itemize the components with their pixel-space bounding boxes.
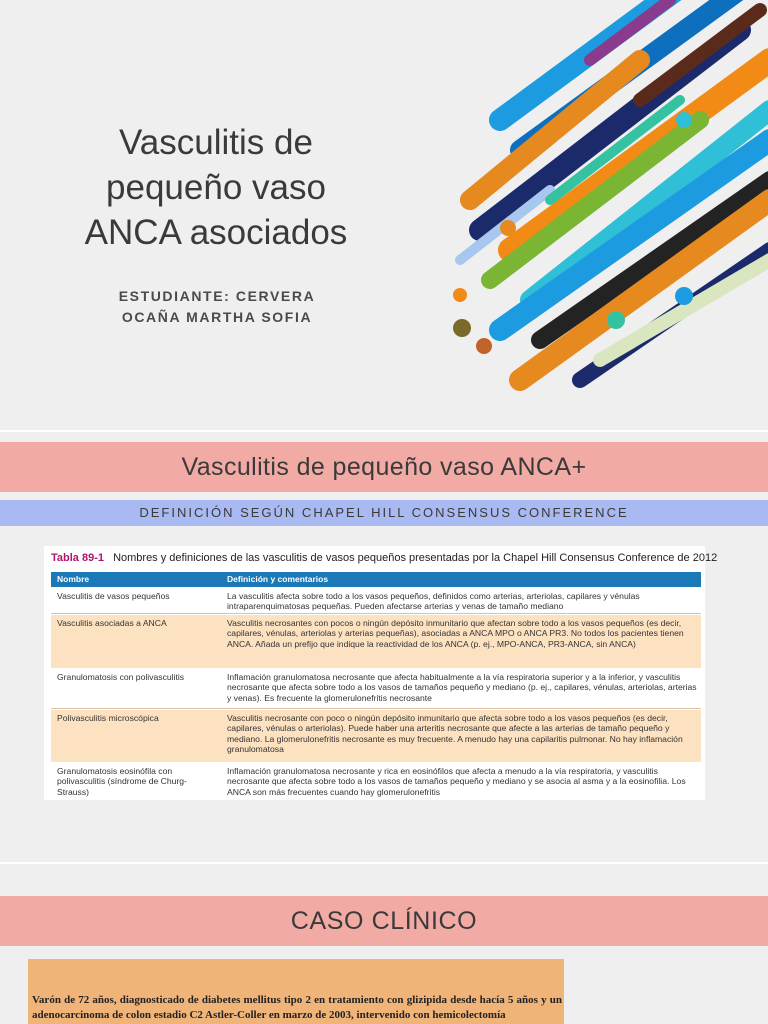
row-definition: La vasculitis afecta sobre todo a los vasos pequeños, definidos como arterias, arteriolas, capilares y vénulas intraparenquimatosas pequeñas. Pueden afectarse arterias y venas de tamaño mediano <box>227 591 640 612</box>
table-caption-text: Nombres y definiciones de las vasculitis de vasos pequeños presentadas por la Chapel Hill Consensus Conference de 2012 <box>113 552 718 564</box>
row-definition: Vasculitis necrosantes con pocos o ningún depósito inmunitario que afectan sobre todo a los vasos pequeños (es decir, capilares, vénulas, arteriolas y arterias pequeñas), asociadas a ANCA MPO o ANCA PR3. No todos los pacientes tienen ANCA. Añada un prefijo que indique la reactividad de los ANCA (p. ej., MPO-ANCA, PR3-ANCA, sin ANCA) <box>227 618 684 649</box>
decorative-stripes-graphic <box>440 0 768 410</box>
row-definition: Inflamación granulomatosa necrosante y rica en eosinófilos que afecta a menudo a la vía respiratoria, y vasculitis necrosante que afecta sobre todo a los vasos de tamaños pequeño y mediano y se asocia al asma y a la eosinofilia. Los ANCA son más frecuentes cuando hay glomerulonefritis <box>227 766 686 797</box>
table-row <box>51 710 701 762</box>
title-slide <box>0 0 768 432</box>
table-row <box>51 588 701 614</box>
case-description: Varón de 72 años, diagnosticado de diabetes mellitus tipo 2 en tratamiento con glizipida desde hacía 5 años y un adenocarcinoma de colon estadio C2 Astler-Coller en marzo de 2003, intervenido con hemicolectomía <box>32 994 562 1021</box>
student-name <box>92 286 342 328</box>
slide-subtitle: DEFINICIÓN SEGÚN CHAPEL HILL CONSENSUS CONFERENCE <box>139 505 629 520</box>
student-line: ESTUDIANTE: CERVERA <box>118 288 316 304</box>
row-name: Granulomatosis con polivasculitis <box>57 672 185 682</box>
title-line: ANCA asociados <box>84 213 348 252</box>
row-name: Polivasculitis microscópica <box>57 713 159 723</box>
title-line: pequeño vaso <box>106 168 326 207</box>
student-line: OCAÑA MARTHA SOFIA <box>121 309 313 325</box>
slide-title: Vasculitis de pequeño vaso ANCA+ <box>181 453 587 481</box>
vasculitis-table <box>44 546 718 800</box>
row-name: Granulomatosis eosinófila con polivasculitis (síndrome de Churg-Strauss) <box>57 766 187 797</box>
row-definition: Inflamación granulomatosa necrosante que afecta habitualmente a la vía respiratoria superior y a la inferior, y vasculitis necrosante que afecta sobre todo a los vasos de tamaños pequeño y mediano (p. ej., capilares, vénulas, arteriolas, arterias y venas). Es frecuente la glomerulonefritis necrosante <box>227 672 697 703</box>
title-line: Vasculitis de <box>119 123 313 162</box>
definition-slide <box>0 432 768 864</box>
table-header <box>51 572 701 587</box>
column-header-name: Nombre <box>57 574 90 584</box>
case-slide <box>0 864 768 1024</box>
slide-title: CASO CLÍNICO <box>290 907 478 935</box>
column-header-definition: Definición y comentarios <box>227 574 329 584</box>
case-text-box <box>28 959 564 1024</box>
table-row <box>51 615 701 668</box>
table-number: Tabla 89-1 <box>51 552 104 564</box>
table-row <box>51 763 701 799</box>
table-row <box>51 669 701 709</box>
row-definition: Vasculitis necrosante con poco o ningún depósito inmunitario que afecta sobre todo a los vasos pequeños (es decir, capilares, vénulas o arteriolas). Puede haber una arteritis necrosante que afecte a las arterias de tamaño pequeño y mediano. La glomerulonefritis necrosante es muy frecuente. A menudo hay una capilaritis pulmonar. No hay inflamación granulomatosa <box>227 713 683 755</box>
row-name: Vasculitis asociadas a ANCA <box>57 618 167 628</box>
presentation-title <box>40 120 392 255</box>
table-caption <box>51 552 718 564</box>
row-name: Vasculitis de vasos pequeños <box>57 591 170 601</box>
